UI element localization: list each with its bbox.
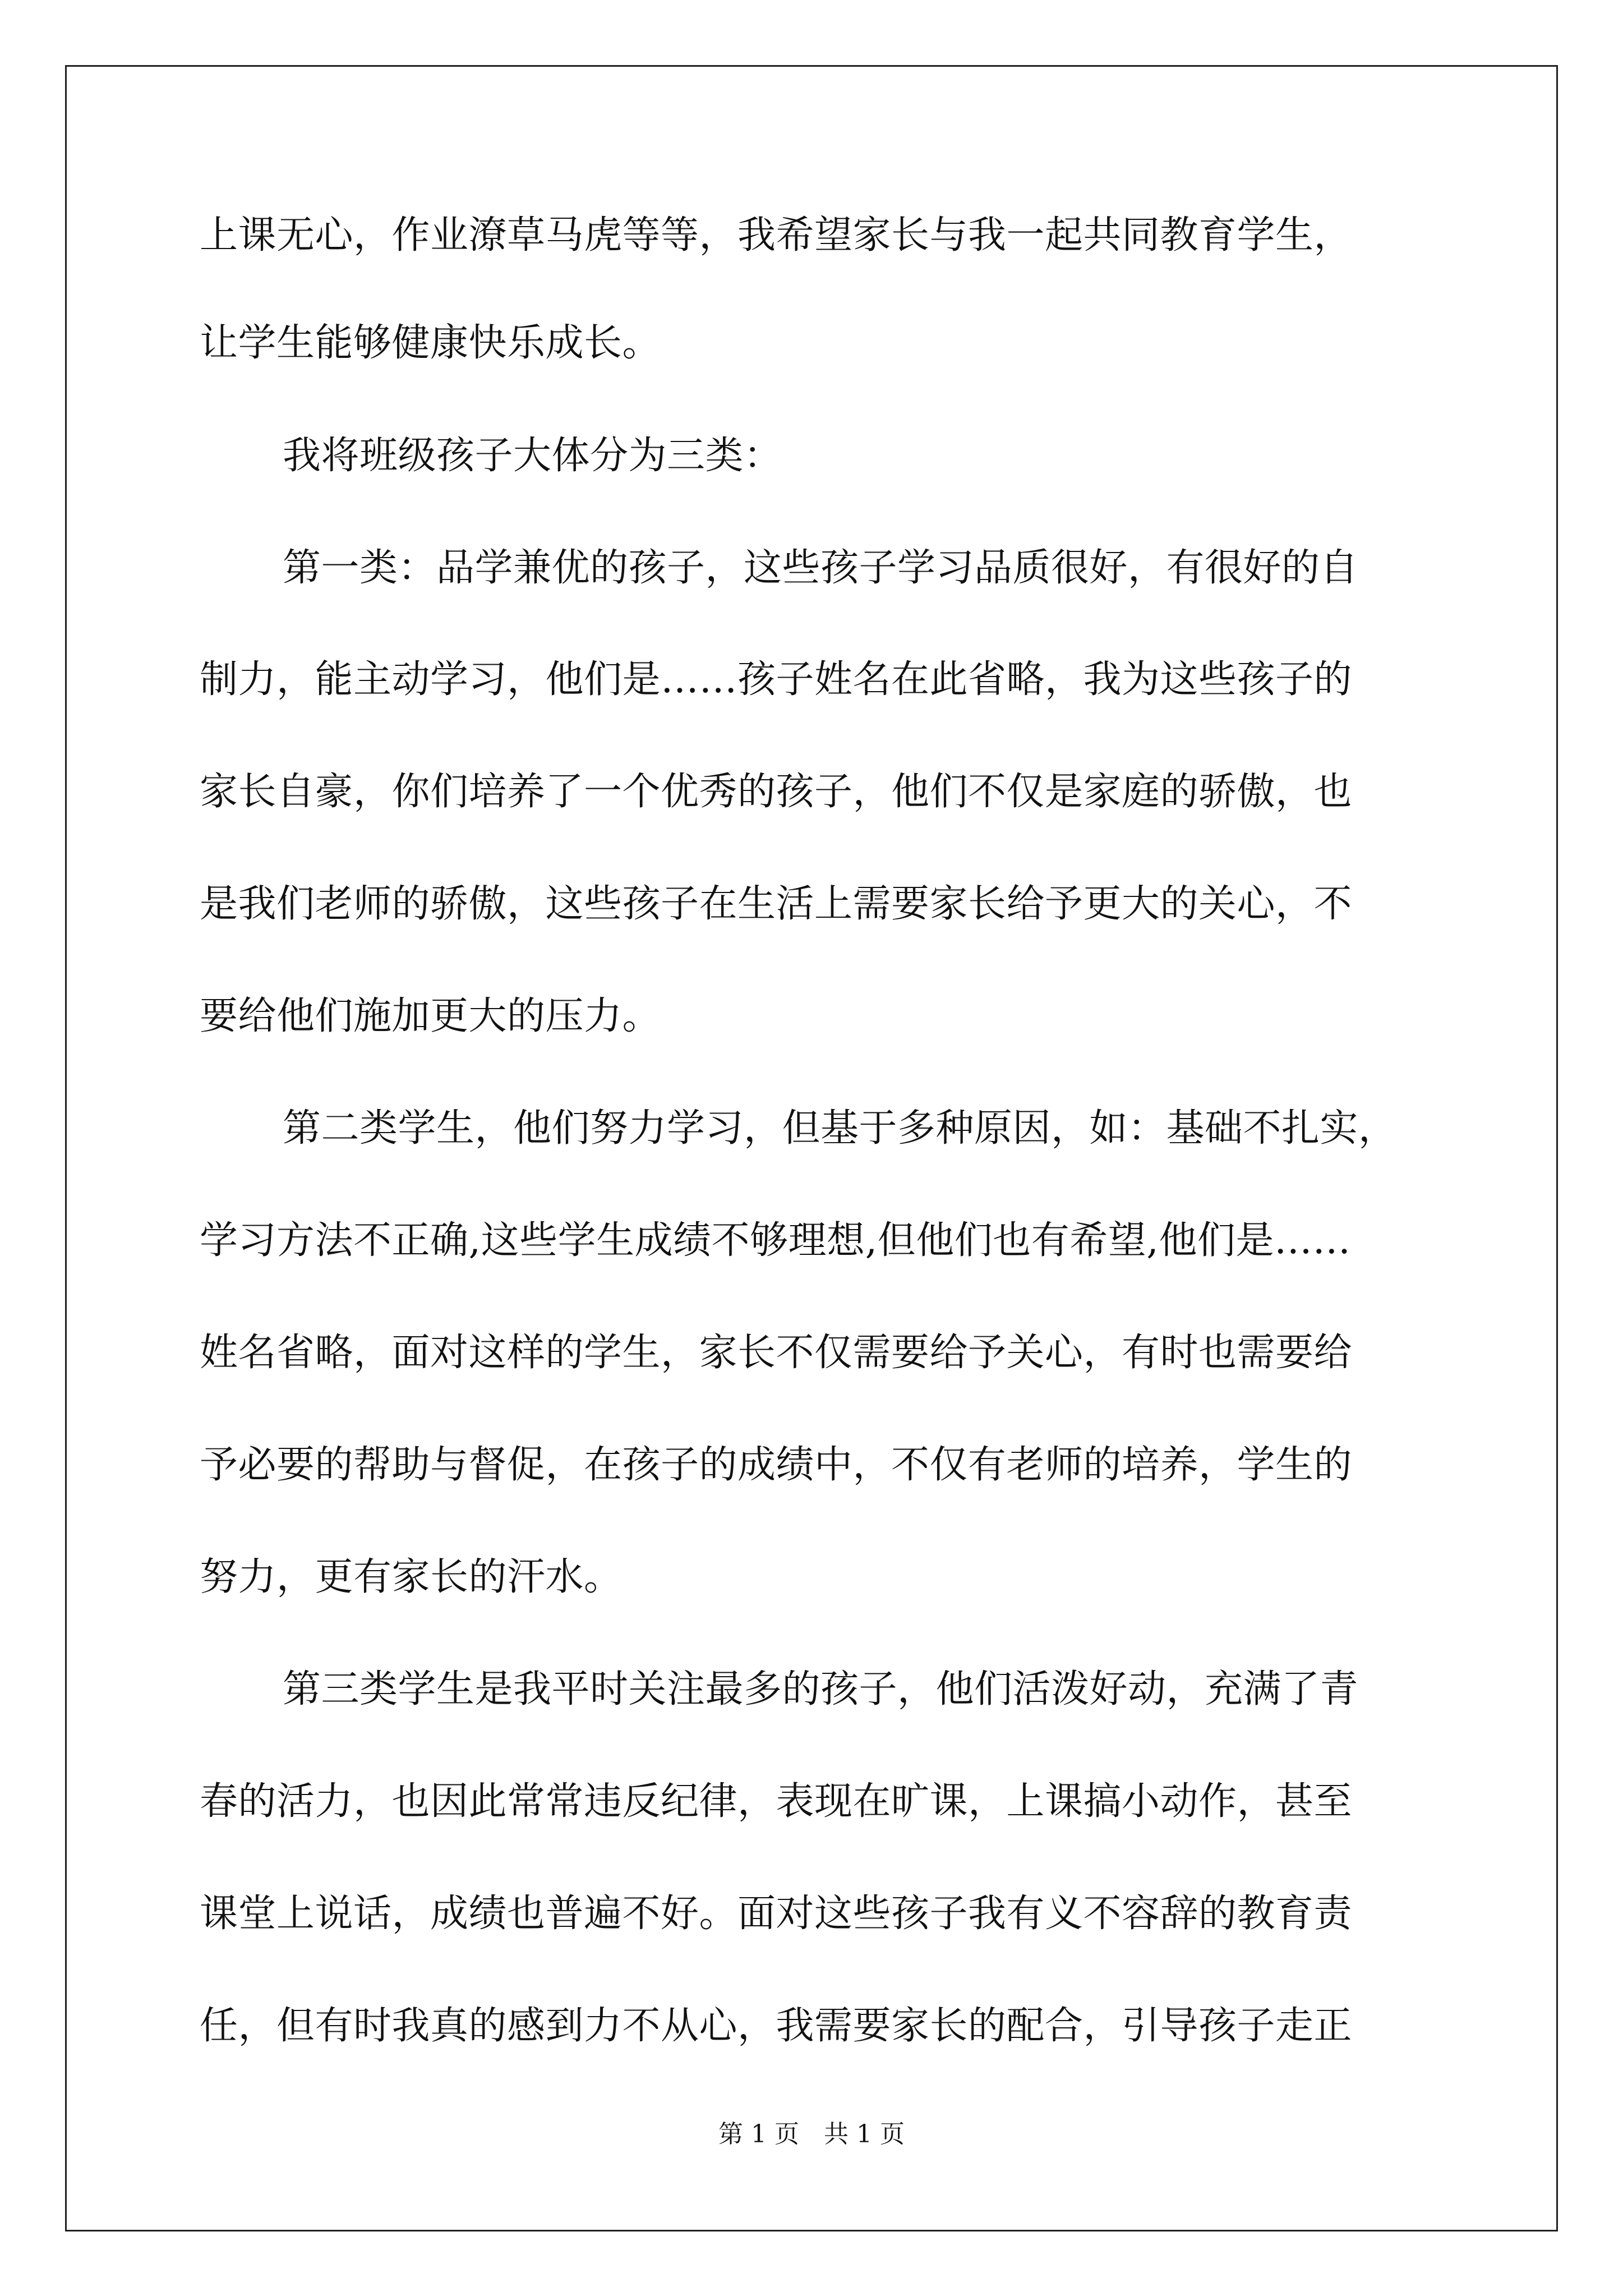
text-line: 任，但有时我真的感到力不从心，我需要家长的配合，引导孩子走正	[200, 2004, 1353, 2048]
text-line: 家长自豪，你们培养了一个优秀的孩子，他们不仅是家庭的骄傲，也	[200, 770, 1353, 814]
text-line: 予必要的帮助与督促，在孩子的成绩中，不仅有老师的培养，学生的	[200, 1443, 1353, 1487]
text-line: 让学生能够健康快乐成长。	[200, 321, 661, 365]
text-line: 制力，能主动学习，他们是……孩子姓名在此省略，我为这些孩子的	[200, 657, 1353, 702]
text-line: 努力，更有家长的汗水。	[200, 1555, 623, 1599]
page-number-footer: 第 1 页 共 1 页	[718, 2120, 905, 2148]
text-line: 春的活力，也因此常常违反纪律，表现在旷课，上课搞小动作，甚至	[200, 1779, 1353, 1824]
text-line: 第二类学生，他们努力学习，但基于多种原因，如：基础不扎实，	[283, 1106, 1397, 1151]
text-line: 学习方法不正确,这些学生成绩不够理想,但他们也有希望,他们是……	[200, 1218, 1351, 1263]
text-line: 第三类学生是我平时关注最多的孩子，他们活泼好动，充满了青	[283, 1667, 1359, 1711]
text-line: 要给他们施加更大的压力。	[200, 994, 661, 1038]
text-line: 第一类：品学兼优的孩子，这些孩子学习品质很好，有很好的自	[283, 546, 1359, 590]
text-line: 姓名省略，面对这样的学生，家长不仅需要给予关心，有时也需要给	[200, 1331, 1353, 1375]
text-line: 是我们老师的骄傲，这些孩子在生活上需要家长给予更大的关心，不	[200, 882, 1353, 926]
text-line: 我将班级孩子大体分为三类：	[283, 434, 782, 478]
text-line: 上课无心，作业潦草马虎等等，我希望家长与我一起共同教育学生，	[200, 213, 1353, 257]
text-line: 课堂上说话，成绩也普遍不好。面对这些孩子我有义不容辞的教育责	[200, 1892, 1353, 1936]
